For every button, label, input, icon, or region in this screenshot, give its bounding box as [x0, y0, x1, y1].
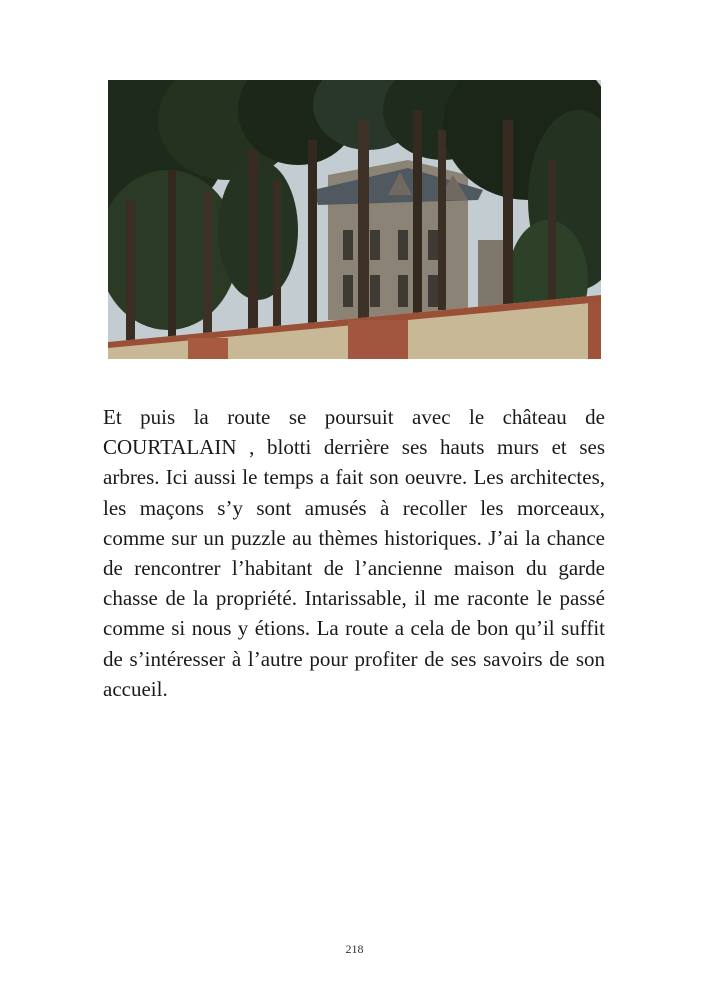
page-number: 218 — [345, 942, 364, 956]
chateau-photo — [108, 80, 601, 359]
chateau-photo-drawing — [108, 80, 601, 359]
body-paragraph: Et puis la route se poursuit avec le château de COURTALAIN , blotti derrière ses hauts murs et ses arbres. Ici aussi le temps a fait son oeuvre. Les architectes, les maçons s’y sont amusés à recoller les morceaux, comme sur un puzzle au thèmes historiques. J’ai la chance de rencontrer l’habitant de l’ancienne maison du garde chasse de la propriété. Intarissable, il me raconte le passé comme si nous y étions. La route a cela de bon qu’il suffit de s’intéresser à l’autre pour profiter de ses savoirs de son accueil. — [103, 405, 605, 701]
